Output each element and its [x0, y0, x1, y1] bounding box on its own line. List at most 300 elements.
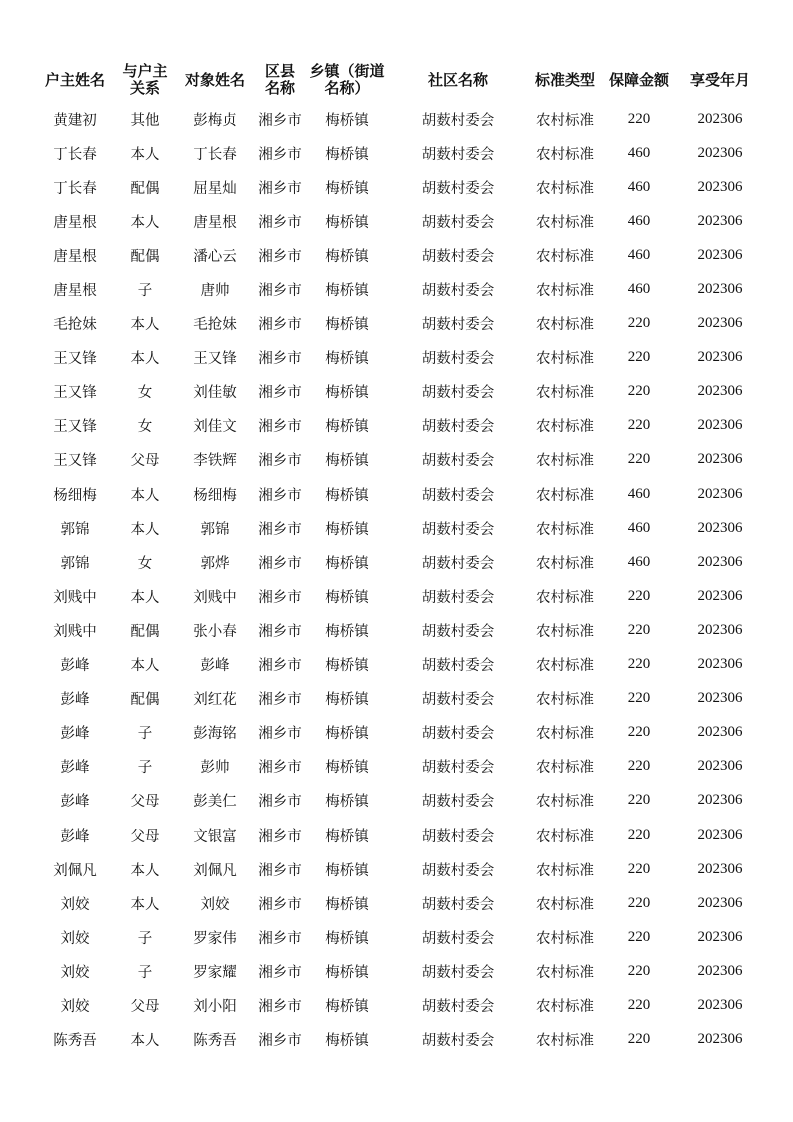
cell-standard-type: 农村标准 [536, 180, 594, 197]
beneficiary-table [35, 58, 760, 1057]
cell-recipient-name: 屈星灿 [193, 180, 237, 197]
cell-community: 胡薮村委会 [421, 385, 495, 402]
table-row [35, 648, 760, 682]
cell-period: 202306 [697, 724, 743, 741]
cell-community: 胡薮村委会 [421, 862, 495, 879]
cell-amount: 460 [627, 144, 651, 161]
cell-relation: 本人 [130, 896, 160, 913]
cell-county: 湘乡市 [258, 112, 302, 129]
cell-town: 梅桥镇 [325, 794, 369, 811]
header-recipient-name-line: 对象姓名 [184, 70, 245, 89]
cell-town: 梅桥镇 [325, 555, 369, 572]
cell-relation: 子 [137, 726, 153, 743]
cell-amount: 220 [627, 724, 651, 741]
table-row [35, 511, 760, 545]
cell-community: 胡薮村委会 [421, 214, 495, 231]
cell-community: 胡薮村委会 [421, 521, 495, 538]
table-row [35, 716, 760, 750]
header-county-line: 区县 [264, 62, 295, 80]
cell-town: 梅桥镇 [325, 180, 369, 197]
cell-period: 202306 [697, 519, 743, 536]
cell-recipient-name: 罗家伟 [193, 930, 237, 947]
cell-relation: 子 [137, 760, 153, 777]
cell-county: 湘乡市 [258, 248, 302, 265]
cell-recipient-name: 唐帅 [200, 283, 230, 300]
cell-period: 202306 [697, 144, 743, 161]
cell-standard-type: 农村标准 [536, 419, 594, 436]
cell-recipient-name: 刘小阳 [193, 998, 237, 1015]
cell-relation: 配偶 [130, 180, 160, 197]
cell-standard-type: 农村标准 [536, 692, 594, 709]
header-county-line: 名称 [264, 79, 295, 97]
cell-county: 湘乡市 [258, 487, 302, 504]
cell-community: 胡薮村委会 [421, 351, 495, 368]
header-community [399, 58, 517, 102]
cell-standard-type: 农村标准 [536, 828, 594, 845]
cell-county: 湘乡市 [258, 794, 302, 811]
cell-relation: 女 [137, 555, 153, 572]
cell-relation: 本人 [130, 351, 160, 368]
cell-householder-name: 彭峰 [60, 692, 90, 709]
cell-recipient-name: 郭锦 [200, 521, 230, 538]
cell-amount: 220 [627, 110, 651, 127]
cell-town: 梅桥镇 [325, 385, 369, 402]
table-row [35, 613, 760, 647]
cell-community: 胡薮村委会 [421, 998, 495, 1015]
cell-recipient-name: 刘佩凡 [193, 862, 237, 879]
cell-recipient-name: 刘佳敏 [193, 385, 237, 402]
cell-householder-name: 王又锋 [53, 453, 97, 470]
cell-recipient-name: 王又锋 [193, 351, 237, 368]
cell-amount: 220 [627, 621, 651, 638]
table-row [35, 750, 760, 784]
cell-householder-name: 唐星根 [53, 248, 97, 265]
cell-amount: 220 [627, 383, 651, 400]
cell-relation: 父母 [130, 828, 160, 845]
cell-householder-name: 彭峰 [60, 760, 90, 777]
cell-town: 梅桥镇 [325, 214, 369, 231]
cell-community: 胡薮村委会 [421, 146, 495, 163]
cell-recipient-name: 彭梅贞 [193, 112, 237, 129]
cell-relation: 本人 [130, 146, 160, 163]
cell-town: 梅桥镇 [325, 964, 369, 981]
cell-relation: 配偶 [130, 623, 160, 640]
cell-period: 202306 [697, 996, 743, 1013]
cell-relation: 本人 [130, 658, 160, 675]
cell-county: 湘乡市 [258, 180, 302, 197]
cell-standard-type: 农村标准 [536, 964, 594, 981]
cell-period: 202306 [697, 110, 743, 127]
cell-recipient-name: 陈秀吾 [193, 1033, 237, 1050]
header-standard-type-line: 标准类型 [534, 70, 595, 89]
cell-relation: 本人 [130, 862, 160, 879]
cell-recipient-name: 唐星根 [193, 214, 237, 231]
cell-householder-name: 彭峰 [60, 794, 90, 811]
header-town-line: 乡镇（街道 [309, 62, 385, 80]
cell-standard-type: 农村标准 [536, 248, 594, 265]
cell-period: 202306 [697, 212, 743, 229]
cell-amount: 460 [627, 519, 651, 536]
cell-community: 胡薮村委会 [421, 658, 495, 675]
cell-town: 梅桥镇 [325, 419, 369, 436]
cell-period: 202306 [697, 485, 743, 502]
cell-period: 202306 [697, 281, 743, 298]
cell-community: 胡薮村委会 [421, 794, 495, 811]
table-row [35, 682, 760, 716]
cell-town: 梅桥镇 [325, 1033, 369, 1050]
cell-amount: 220 [627, 860, 651, 877]
cell-householder-name: 郭锦 [60, 555, 90, 572]
cell-period: 202306 [697, 246, 743, 263]
cell-recipient-name: 刘红花 [193, 692, 237, 709]
cell-town: 梅桥镇 [325, 146, 369, 163]
cell-county: 湘乡市 [258, 453, 302, 470]
table-row [35, 204, 760, 238]
cell-standard-type: 农村标准 [536, 589, 594, 606]
cell-amount: 220 [627, 417, 651, 434]
table-row [35, 545, 760, 579]
cell-standard-type: 农村标准 [536, 112, 594, 129]
table-row [35, 988, 760, 1022]
cell-period: 202306 [697, 758, 743, 775]
cell-period: 202306 [697, 826, 743, 843]
cell-relation: 本人 [130, 521, 160, 538]
cell-county: 湘乡市 [258, 692, 302, 709]
cell-standard-type: 农村标准 [536, 658, 594, 675]
cell-county: 湘乡市 [258, 1033, 302, 1050]
cell-period: 202306 [697, 451, 743, 468]
cell-period: 202306 [697, 383, 743, 400]
cell-relation: 子 [137, 964, 153, 981]
cell-community: 胡薮村委会 [421, 112, 495, 129]
header-amount-line: 保障金额 [608, 70, 669, 89]
cell-recipient-name: 刘贱中 [193, 589, 237, 606]
cell-town: 梅桥镇 [325, 248, 369, 265]
header-period [680, 58, 760, 102]
cell-recipient-name: 彭海铭 [193, 726, 237, 743]
cell-relation: 子 [137, 930, 153, 947]
cell-county: 湘乡市 [258, 862, 302, 879]
table-row [35, 920, 760, 954]
cell-householder-name: 陈秀吾 [53, 1033, 97, 1050]
cell-town: 梅桥镇 [325, 862, 369, 879]
cell-recipient-name: 丁长春 [193, 146, 237, 163]
cell-amount: 460 [627, 246, 651, 263]
cell-county: 湘乡市 [258, 146, 302, 163]
cell-standard-type: 农村标准 [536, 283, 594, 300]
cell-relation: 本人 [130, 317, 160, 334]
cell-period: 202306 [697, 417, 743, 434]
cell-relation: 本人 [130, 487, 160, 504]
cell-householder-name: 刘姣 [60, 998, 90, 1015]
cell-householder-name: 彭峰 [60, 828, 90, 845]
table-row [35, 375, 760, 409]
cell-county: 湘乡市 [258, 964, 302, 981]
table-row [35, 238, 760, 272]
header-period-line: 享受年月 [689, 70, 750, 89]
cell-town: 梅桥镇 [325, 112, 369, 129]
cell-relation: 父母 [130, 794, 160, 811]
cell-county: 湘乡市 [258, 555, 302, 572]
cell-amount: 220 [627, 315, 651, 332]
cell-county: 湘乡市 [258, 385, 302, 402]
cell-standard-type: 农村标准 [536, 385, 594, 402]
cell-amount: 220 [627, 962, 651, 979]
header-community-line: 社区名称 [427, 70, 488, 89]
cell-standard-type: 农村标准 [536, 453, 594, 470]
header-town-line: 名称） [324, 79, 370, 97]
cell-county: 湘乡市 [258, 760, 302, 777]
table-row [35, 341, 760, 375]
cell-county: 湘乡市 [258, 283, 302, 300]
cell-standard-type: 农村标准 [536, 896, 594, 913]
cell-standard-type: 农村标准 [536, 146, 594, 163]
cell-relation: 本人 [130, 214, 160, 231]
cell-community: 胡薮村委会 [421, 964, 495, 981]
cell-community: 胡薮村委会 [421, 555, 495, 572]
cell-householder-name: 杨细梅 [53, 487, 97, 504]
cell-amount: 460 [627, 281, 651, 298]
cell-recipient-name: 彭美仁 [193, 794, 237, 811]
cell-standard-type: 农村标准 [536, 930, 594, 947]
cell-amount: 220 [627, 690, 651, 707]
table-row [35, 272, 760, 306]
cell-community: 胡薮村委会 [421, 726, 495, 743]
table-header [35, 58, 760, 102]
cell-town: 梅桥镇 [325, 692, 369, 709]
cell-standard-type: 农村标准 [536, 623, 594, 640]
cell-town: 梅桥镇 [325, 998, 369, 1015]
cell-standard-type: 农村标准 [536, 521, 594, 538]
header-county [251, 58, 309, 102]
cell-householder-name: 唐星根 [53, 283, 97, 300]
cell-standard-type: 农村标准 [536, 794, 594, 811]
cell-community: 胡薮村委会 [421, 930, 495, 947]
cell-householder-name: 王又锋 [53, 419, 97, 436]
table-row [35, 886, 760, 920]
header-relation [111, 58, 179, 102]
cell-community: 胡薮村委会 [421, 487, 495, 504]
cell-town: 梅桥镇 [325, 283, 369, 300]
cell-standard-type: 农村标准 [536, 555, 594, 572]
cell-standard-type: 农村标准 [536, 998, 594, 1015]
cell-period: 202306 [697, 621, 743, 638]
cell-amount: 220 [627, 451, 651, 468]
cell-town: 梅桥镇 [325, 521, 369, 538]
cell-recipient-name: 罗家耀 [193, 964, 237, 981]
header-standard-type [525, 58, 605, 102]
cell-relation: 其他 [130, 112, 160, 129]
cell-town: 梅桥镇 [325, 453, 369, 470]
cell-amount: 460 [627, 178, 651, 195]
cell-householder-name: 丁长春 [53, 180, 97, 197]
cell-recipient-name: 张小春 [193, 623, 237, 640]
cell-householder-name: 唐星根 [53, 214, 97, 231]
header-recipient-name [177, 58, 253, 102]
cell-relation: 配偶 [130, 248, 160, 265]
cell-amount: 220 [627, 656, 651, 673]
cell-amount: 220 [627, 928, 651, 945]
cell-community: 胡薮村委会 [421, 589, 495, 606]
cell-recipient-name: 刘姣 [200, 896, 230, 913]
cell-recipient-name: 郭烨 [200, 555, 230, 572]
cell-standard-type: 农村标准 [536, 351, 594, 368]
cell-amount: 220 [627, 587, 651, 604]
cell-town: 梅桥镇 [325, 589, 369, 606]
cell-town: 梅桥镇 [325, 658, 369, 675]
cell-relation: 女 [137, 385, 153, 402]
header-town [305, 58, 389, 102]
cell-standard-type: 农村标准 [536, 760, 594, 777]
cell-county: 湘乡市 [258, 896, 302, 913]
header-householder-name-line: 户主姓名 [44, 70, 105, 89]
cell-relation: 父母 [130, 453, 160, 470]
cell-town: 梅桥镇 [325, 896, 369, 913]
cell-town: 梅桥镇 [325, 726, 369, 743]
cell-amount: 220 [627, 894, 651, 911]
cell-amount: 460 [627, 485, 651, 502]
table-row [35, 409, 760, 443]
cell-town: 梅桥镇 [325, 351, 369, 368]
cell-householder-name: 刘贱中 [53, 589, 97, 606]
cell-county: 湘乡市 [258, 726, 302, 743]
cell-amount: 220 [627, 826, 651, 843]
cell-period: 202306 [697, 587, 743, 604]
cell-relation: 本人 [130, 1033, 160, 1050]
cell-householder-name: 丁长春 [53, 146, 97, 163]
cell-recipient-name: 毛抢妹 [193, 317, 237, 334]
table-row [35, 307, 760, 341]
cell-amount: 220 [627, 792, 651, 809]
cell-recipient-name: 文银富 [193, 828, 237, 845]
cell-amount: 220 [627, 996, 651, 1013]
cell-amount: 460 [627, 553, 651, 570]
cell-amount: 460 [627, 212, 651, 229]
cell-town: 梅桥镇 [325, 317, 369, 334]
cell-recipient-name: 李铁辉 [193, 453, 237, 470]
cell-householder-name: 刘姣 [60, 896, 90, 913]
table-row [35, 852, 760, 886]
table-row [35, 170, 760, 204]
cell-standard-type: 农村标准 [536, 1033, 594, 1050]
cell-community: 胡薮村委会 [421, 453, 495, 470]
cell-period: 202306 [697, 349, 743, 366]
cell-county: 湘乡市 [258, 998, 302, 1015]
cell-community: 胡薮村委会 [421, 896, 495, 913]
table-row [35, 477, 760, 511]
cell-period: 202306 [697, 894, 743, 911]
cell-standard-type: 农村标准 [536, 214, 594, 231]
cell-community: 胡薮村委会 [421, 419, 495, 436]
cell-relation: 本人 [130, 589, 160, 606]
cell-relation: 父母 [130, 998, 160, 1015]
cell-standard-type: 农村标准 [536, 862, 594, 879]
cell-town: 梅桥镇 [325, 623, 369, 640]
cell-recipient-name: 彭帅 [200, 760, 230, 777]
cell-community: 胡薮村委会 [421, 623, 495, 640]
cell-householder-name: 彭峰 [60, 658, 90, 675]
table-row [35, 818, 760, 852]
cell-period: 202306 [697, 1031, 743, 1048]
cell-community: 胡薮村委会 [421, 828, 495, 845]
cell-county: 湘乡市 [258, 214, 302, 231]
table-row [35, 954, 760, 988]
cell-period: 202306 [697, 928, 743, 945]
header-relation-line: 关系 [129, 79, 160, 97]
table-row [35, 443, 760, 477]
cell-county: 湘乡市 [258, 930, 302, 947]
cell-amount: 220 [627, 1031, 651, 1048]
cell-town: 梅桥镇 [325, 828, 369, 845]
cell-householder-name: 毛抢妹 [53, 317, 97, 334]
cell-householder-name: 彭峰 [60, 726, 90, 743]
header-relation-line: 与户主 [122, 62, 168, 80]
cell-town: 梅桥镇 [325, 487, 369, 504]
cell-standard-type: 农村标准 [536, 726, 594, 743]
cell-town: 梅桥镇 [325, 760, 369, 777]
cell-recipient-name: 彭峰 [200, 658, 230, 675]
cell-householder-name: 刘佩凡 [53, 862, 97, 879]
cell-county: 湘乡市 [258, 658, 302, 675]
cell-community: 胡薮村委会 [421, 760, 495, 777]
cell-county: 湘乡市 [258, 419, 302, 436]
cell-community: 胡薮村委会 [421, 317, 495, 334]
cell-county: 湘乡市 [258, 828, 302, 845]
cell-relation: 配偶 [130, 692, 160, 709]
table-row [35, 784, 760, 818]
cell-town: 梅桥镇 [325, 930, 369, 947]
cell-amount: 220 [627, 758, 651, 775]
cell-householder-name: 王又锋 [53, 385, 97, 402]
cell-period: 202306 [697, 690, 743, 707]
cell-period: 202306 [697, 656, 743, 673]
cell-period: 202306 [697, 178, 743, 195]
cell-county: 湘乡市 [258, 623, 302, 640]
cell-relation: 女 [137, 419, 153, 436]
cell-householder-name: 刘姣 [60, 930, 90, 947]
cell-recipient-name: 潘心云 [193, 248, 237, 265]
cell-recipient-name: 刘佳文 [193, 419, 237, 436]
cell-period: 202306 [697, 315, 743, 332]
cell-community: 胡薮村委会 [421, 692, 495, 709]
cell-recipient-name: 杨细梅 [193, 487, 237, 504]
cell-community: 胡薮村委会 [421, 283, 495, 300]
table-row [35, 579, 760, 613]
table-row [35, 136, 760, 170]
table-body [35, 102, 760, 1057]
cell-standard-type: 农村标准 [536, 317, 594, 334]
cell-period: 202306 [697, 962, 743, 979]
cell-amount: 220 [627, 349, 651, 366]
header-householder-name [35, 58, 115, 102]
cell-county: 湘乡市 [258, 521, 302, 538]
table-row [35, 102, 760, 136]
cell-period: 202306 [697, 860, 743, 877]
cell-standard-type: 农村标准 [536, 487, 594, 504]
cell-householder-name: 郭锦 [60, 521, 90, 538]
cell-county: 湘乡市 [258, 351, 302, 368]
cell-period: 202306 [697, 792, 743, 809]
cell-community: 胡薮村委会 [421, 1033, 495, 1050]
table-row [35, 1023, 760, 1057]
header-amount [600, 58, 678, 102]
cell-county: 湘乡市 [258, 589, 302, 606]
cell-community: 胡薮村委会 [421, 248, 495, 265]
cell-period: 202306 [697, 553, 743, 570]
cell-county: 湘乡市 [258, 317, 302, 334]
cell-householder-name: 刘贱中 [53, 623, 97, 640]
cell-householder-name: 王又锋 [53, 351, 97, 368]
